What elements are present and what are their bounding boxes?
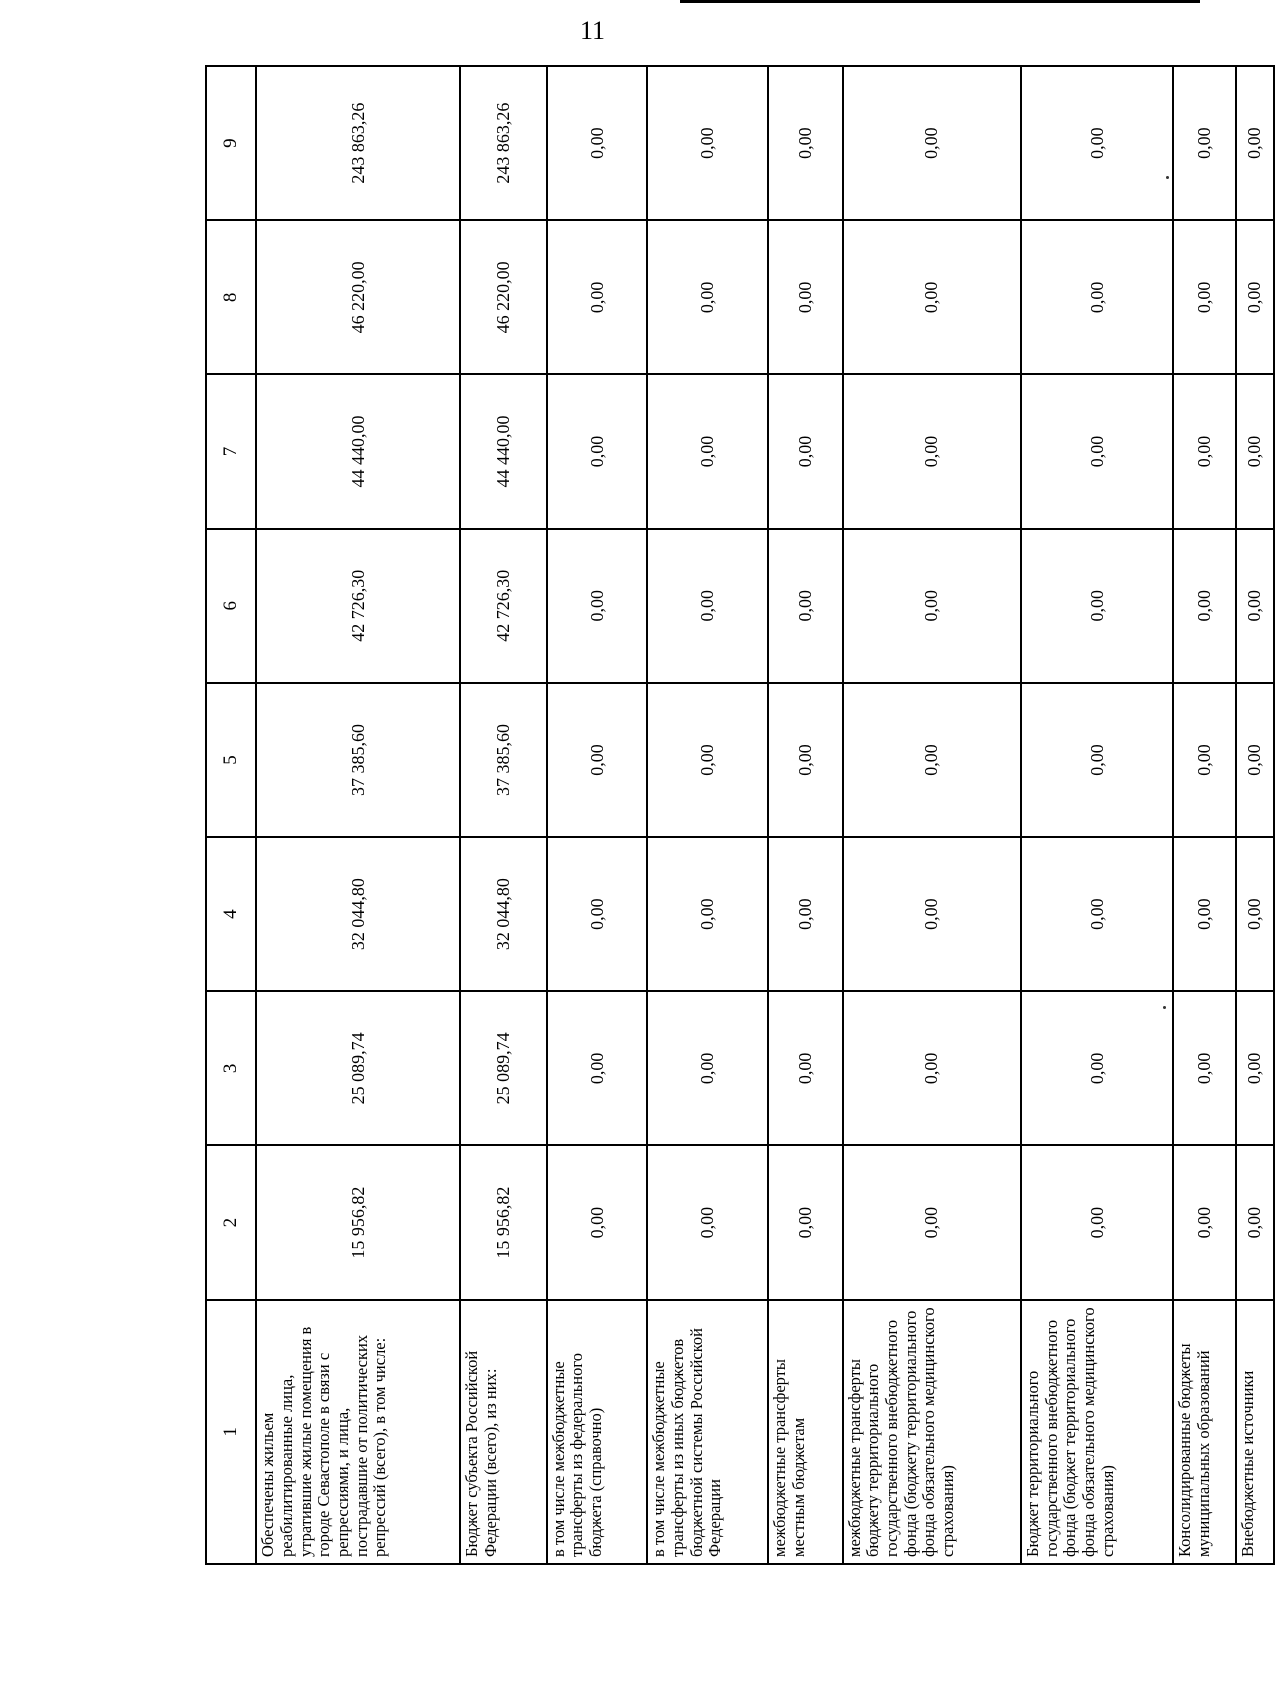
budget-table: [205, 65, 1275, 1565]
table-cell-value: 0,00: [647, 66, 768, 220]
table-cell-value: 0,00: [843, 220, 1021, 374]
table-cell-value: 0,00: [768, 66, 843, 220]
table-cell-value: 0,00: [547, 374, 648, 528]
table-cell-value: 25 089,74: [256, 991, 460, 1145]
table-cell-value: 0,00: [843, 1145, 1021, 1299]
table-cell-value: 0,00: [1021, 991, 1173, 1145]
table-cell-value: 37 385,60: [460, 683, 546, 837]
table-cell-value: 0,00: [1021, 529, 1173, 683]
table-cell-value: 0,00: [647, 1145, 768, 1299]
table-cell-value: 15 956,82: [256, 1145, 460, 1299]
table-cell-value: 44 440,00: [460, 374, 546, 528]
row-label: Бюджет субъекта Российской Федерации (всего), из них:: [460, 1300, 546, 1564]
table-cell-value: 0,00: [768, 837, 843, 991]
table-cell-value: 0,00: [1236, 220, 1274, 374]
table-cell-value: 0,00: [768, 683, 843, 837]
table-cell-value: 25 089,74: [460, 991, 546, 1145]
table-row: [768, 66, 843, 1564]
column-number-header: 2: [206, 1145, 256, 1299]
table-cell-value: 0,00: [1236, 837, 1274, 991]
table-row: [1236, 66, 1274, 1564]
table-cell-value: 0,00: [1236, 991, 1274, 1145]
table-cell-value: 0,00: [1173, 1145, 1235, 1299]
table-cell-value: 0,00: [647, 991, 768, 1145]
table-cell-value: 46 220,00: [460, 220, 546, 374]
row-label: Бюджет территориального государственного внебюджетного фонда (бюджет территориального фонда обязательного медицинского страхования): [1021, 1300, 1173, 1564]
table-cell-value: 0,00: [1173, 683, 1235, 837]
table-cell-value: 0,00: [1021, 683, 1173, 837]
table-cell-value: 32 044,80: [460, 837, 546, 991]
column-number-header: 1: [206, 1300, 256, 1564]
row-label: межбюджетные трансферты бюджету территориального государственного внебюджетного фонда (бюджету территориального фонда обязательного медицинского страхования): [843, 1300, 1021, 1564]
table-row: [647, 66, 768, 1564]
table-cell-value: 0,00: [843, 374, 1021, 528]
table-cell-value: 0,00: [843, 66, 1021, 220]
column-number-header: 5: [206, 683, 256, 837]
table-cell-value: 0,00: [647, 837, 768, 991]
table-cell-value: 0,00: [547, 683, 648, 837]
table-cell-value: 0,00: [1236, 374, 1274, 528]
table-cell-value: 0,00: [547, 1145, 648, 1299]
table-cell-value: 0,00: [547, 66, 648, 220]
row-label: в том числе межбюджетные трансферты из иных бюджетов бюджетной системы Российской Федерации: [647, 1300, 768, 1564]
table-cell-value: 0,00: [1236, 683, 1274, 837]
table-cell-value: 243 863,26: [256, 66, 460, 220]
table-cell-value: 0,00: [547, 837, 648, 991]
table-cell-value: 0,00: [843, 837, 1021, 991]
table-row: [1021, 66, 1173, 1564]
table-row: [1173, 66, 1235, 1564]
table-cell-value: 44 440,00: [256, 374, 460, 528]
table-cell-value: 0,00: [768, 220, 843, 374]
table-cell-value: 0,00: [1173, 837, 1235, 991]
column-number-header: 9: [206, 66, 256, 220]
table-cell-value: 0,00: [843, 683, 1021, 837]
table-cell-value: 0,00: [1173, 66, 1235, 220]
table-cell-value: 0,00: [843, 991, 1021, 1145]
row-label: Внебюджетные источники: [1236, 1300, 1274, 1564]
table-cell-value: 42 726,30: [256, 529, 460, 683]
table-cell-value: 0,00: [1021, 1145, 1173, 1299]
table-cell-value: 0,00: [1236, 529, 1274, 683]
table-body: [206, 66, 1274, 1564]
table-cell-value: 37 385,60: [256, 683, 460, 837]
rotated-table-block: [205, 65, 1275, 1565]
column-number-header: 3: [206, 991, 256, 1145]
table-cell-value: 0,00: [768, 1145, 843, 1299]
table-cell-value: 0,00: [768, 991, 843, 1145]
table-cell-value: 0,00: [768, 374, 843, 528]
table-cell-value: 0,00: [647, 220, 768, 374]
table-cell-value: 0,00: [1021, 374, 1173, 528]
table-cell-value: 0,00: [1173, 220, 1235, 374]
table-cell-value: 243 863,26: [460, 66, 546, 220]
table-cell-value: 15 956,82: [460, 1145, 546, 1299]
table-row: [460, 66, 546, 1564]
row-label: Обеспечены жильем реабилитированные лица, утратившие жилые помещения в городе Севастополе в связи с репрессиями, и лица, пострадавшие от политических репрессий (всего), в том числе:: [256, 1300, 460, 1564]
column-number-header: 7: [206, 374, 256, 528]
table-cell-value: 0,00: [1021, 66, 1173, 220]
table-cell-value: 0,00: [1173, 991, 1235, 1145]
table-cell-value: 0,00: [647, 374, 768, 528]
table-cell-value: 0,00: [768, 529, 843, 683]
table-cell-value: 0,00: [647, 529, 768, 683]
table-cell-value: 0,00: [547, 991, 648, 1145]
column-number-header: 8: [206, 220, 256, 374]
table-cell-value: 0,00: [1173, 529, 1235, 683]
table-cell-value: 0,00: [1021, 220, 1173, 374]
row-label: в том числе межбюджетные трансферты из федерального бюджета (справочно): [547, 1300, 648, 1564]
table-cell-value: 0,00: [547, 529, 648, 683]
table-row: [547, 66, 648, 1564]
table-header-row: [206, 66, 256, 1564]
table-cell-value: 0,00: [843, 529, 1021, 683]
table-cell-value: 32 044,80: [256, 837, 460, 991]
column-number-header: 4: [206, 837, 256, 991]
table-row: [843, 66, 1021, 1564]
table-row: [256, 66, 460, 1564]
page-number: 11: [580, 16, 606, 45]
table-cell-value: 0,00: [1236, 66, 1274, 220]
table-cell-value: 0,00: [1236, 1145, 1274, 1299]
row-label: Консолидированные бюджеты муниципальных образований: [1173, 1300, 1235, 1564]
row-label: межбюджетные трансферты местным бюджетам: [768, 1300, 843, 1564]
column-number-header: 6: [206, 529, 256, 683]
scan-top-border: [680, 0, 1200, 3]
table-cell-value: 42 726,30: [460, 529, 546, 683]
table-cell-value: 0,00: [1173, 374, 1235, 528]
table-cell-value: 46 220,00: [256, 220, 460, 374]
table-cell-value: 0,00: [1021, 837, 1173, 991]
table-cell-value: 0,00: [647, 683, 768, 837]
table-cell-value: 0,00: [547, 220, 648, 374]
